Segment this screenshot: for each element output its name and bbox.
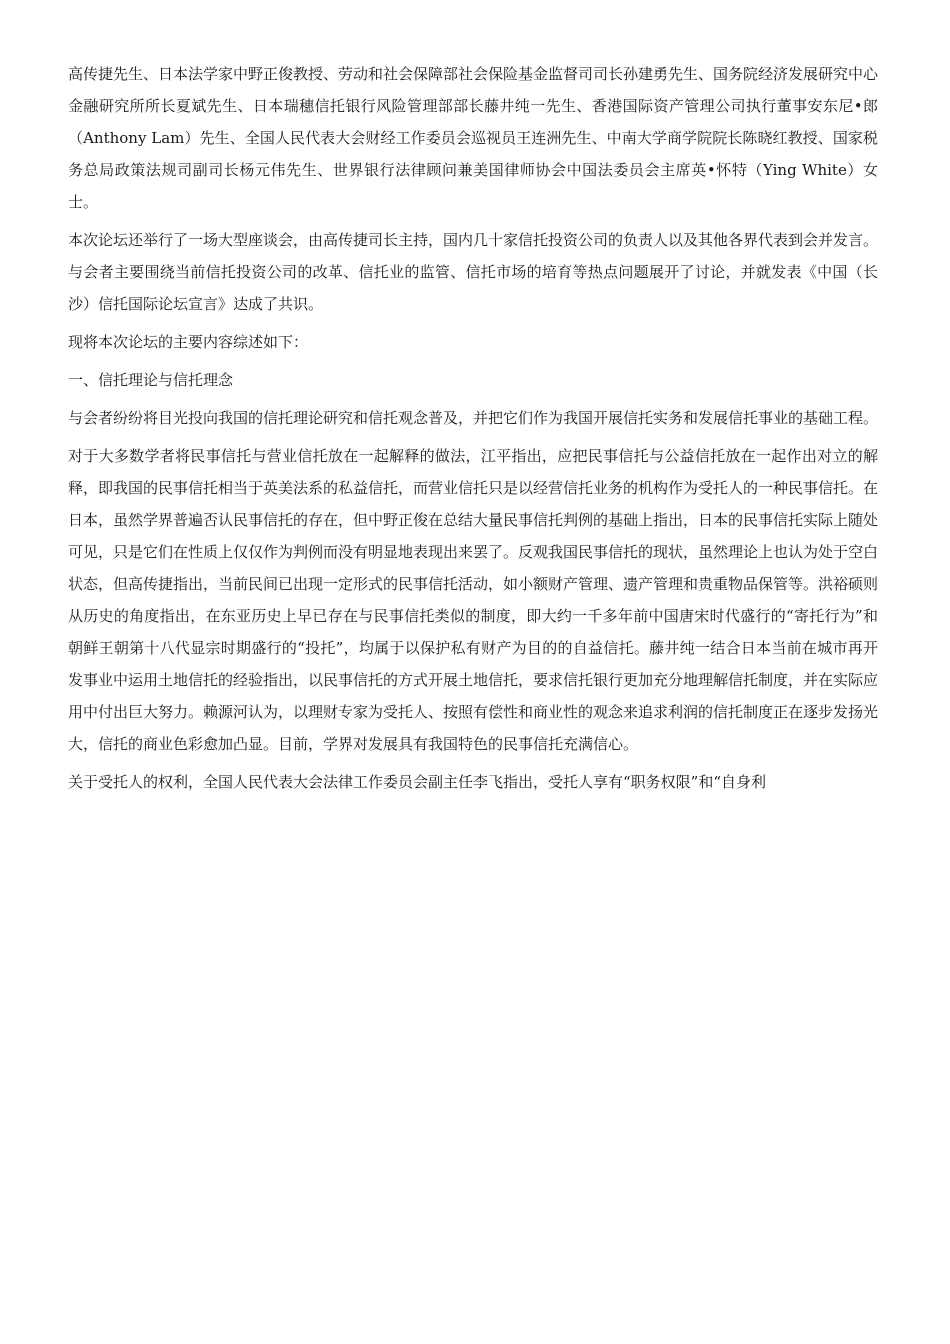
document-body <box>68 58 878 804</box>
paragraph-summary-intro: 现将本次论坛的主要内容综述如下： <box>68 333 309 351</box>
paragraph-attendees: 高传捷先生、日本法学家中野正俊教授、劳动和社会保障部社会保险基金监督司司长孙建勇先生、国务院经济发展研究中心金融研究所所长夏斌先生、日本瑞穗信托银行风险管理部部长藤井纯一先生、香港国际资产管理公司执行董事安东尼•郎（Anthony Lam）先生、全国人民代表大会财经工作委员会巡视员王连洲先生、中南大学商学院院长陈晓红教授、国家税务总局政策法规司副司长杨元伟先生、世界银行法律顾问兼美国律师协会中国法委员会主席英•怀特（Ying White）女士。 <box>68 65 879 211</box>
section-heading-trust-theory: 一、信托理论与信托理念 <box>68 371 234 389</box>
paragraph-trustee-rights: 关于受托人的权利，全国人民代表大会法律工作委员会副主任李飞指出，受托人享有“职务权限”和“自身利 <box>68 773 767 791</box>
paragraph-symposium: 本次论坛还举行了一场大型座谈会，由高传捷司长主持，国内几十家信托投资公司的负责人以及其他各界代表到会并发言。与会者主要围绕当前信托投资公司的改革、信托业的监管、信托市场的培育等热点问题展开了讨论，并就发表《中国（长沙）信托国际论坛宣言》达成了共识。 <box>68 231 879 313</box>
paragraph-trust-research: 与会者纷纷将目光投向我国的信托理论研究和信托观念普及，并把它们作为我国开展信托实务和发展信托事业的基础工程。 <box>68 409 879 427</box>
paragraph-civil-trust: 对于大多数学者将民事信托与营业信托放在一起解释的做法，江平指出，应把民事信托与公益信托放在一起作出对立的解释，即我国的民事信托相当于英美法系的私益信托，而营业信托只是以经营信托业务的机构作为受托人的一种民事信托。在日本，虽然学界普遍否认民事信托的存在，但中野正俊在总结大量民事信托判例的基础上指出，日本的民事信托实际上随处可见，只是它们在性质上仅仅作为判例而没有明显地表现出来罢了。反观我国民事信托的现状，虽然理论上也认为处于空白状态，但高传捷指出，当前民间已出现一定形式的民事信托活动，如小额财产管理、遗产管理和贵重物品保管等。洪裕硕则从历史的角度指出，在东亚历史上早已存在与民事信托类似的制度，即大约一千多年前中国唐宋时代盛行的“寄托行为”和朝鲜王朝第十八代显宗时期盛行的“投托”，均属于以保护私有财产为目的的自益信托。藤井纯一结合日本当前在城市再开发事业中运用土地信托的经验指出，以民事信托的方式开展土地信托，要求信托银行更加充分地理解信托制度，并在实际应用中付出巨大努力。赖源河认为，以理财专家为受托人、按照有偿性和商业性的观念来追求利润的信托制度正在逐步发扬光大，信托的商业色彩愈加凸显。目前，学界对发展具有我国特色的民事信托充满信心。 <box>68 447 879 753</box>
